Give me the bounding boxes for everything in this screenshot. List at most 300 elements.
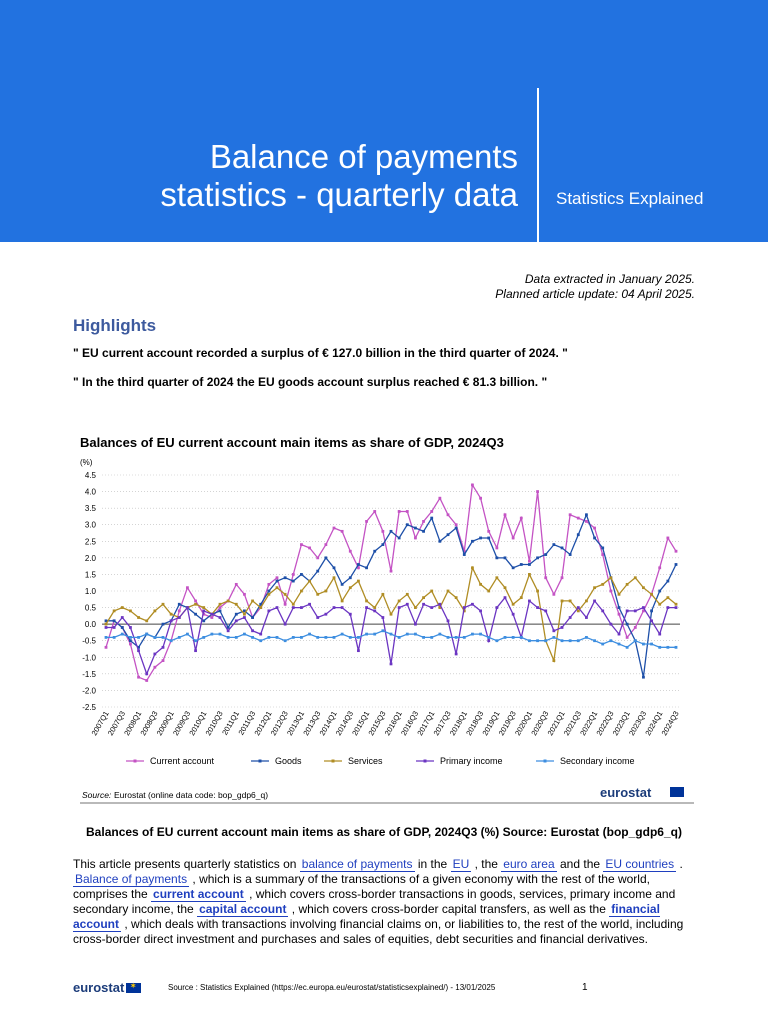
data-point	[276, 636, 279, 639]
data-point	[341, 633, 344, 636]
data-point	[300, 590, 303, 593]
data-point	[536, 606, 539, 609]
data-point	[308, 547, 311, 550]
data-point	[178, 616, 181, 619]
data-point	[512, 537, 515, 540]
y-tick-label: 3.0	[84, 520, 96, 530]
footer-logo: eurostat✶	[73, 980, 141, 995]
data-point	[267, 590, 270, 593]
data-point	[162, 646, 165, 649]
legend-label: Goods	[275, 756, 302, 766]
data-point	[243, 633, 246, 636]
data-point	[324, 590, 327, 593]
data-point	[365, 606, 368, 609]
data-point	[609, 590, 612, 593]
data-point	[186, 633, 189, 636]
x-tick-label: 2018Q1	[447, 709, 470, 738]
data-point	[487, 530, 490, 533]
data-point	[479, 583, 482, 586]
data-point	[561, 639, 564, 642]
y-tick-label: 2.5	[84, 537, 96, 547]
x-tick-label: 2008Q1	[122, 709, 144, 738]
data-point	[113, 636, 116, 639]
data-point	[593, 527, 596, 530]
data-point	[455, 596, 458, 599]
data-point	[186, 606, 189, 609]
x-tick-label: 2014Q1	[317, 709, 339, 738]
x-tick-label: 2018Q3	[464, 709, 486, 738]
data-point	[569, 553, 572, 556]
data-point	[528, 560, 531, 563]
legend-marker	[134, 760, 137, 763]
data-point	[145, 633, 148, 636]
data-point	[292, 603, 295, 606]
data-point	[178, 636, 181, 639]
data-point	[642, 676, 645, 679]
data-point	[430, 590, 433, 593]
data-point	[186, 586, 189, 589]
data-point	[390, 570, 393, 573]
data-point	[650, 609, 653, 612]
y-tick-label: -0.5	[82, 636, 96, 646]
data-point	[569, 616, 572, 619]
data-point	[235, 619, 238, 622]
data-point	[284, 593, 287, 596]
link-capital-account[interactable]: capital account	[199, 902, 287, 916]
data-point	[251, 636, 254, 639]
data-point	[414, 527, 417, 530]
data-point	[349, 636, 352, 639]
data-point	[495, 547, 498, 550]
data-point	[601, 643, 604, 646]
data-point	[349, 613, 352, 616]
data-point	[357, 563, 360, 566]
data-point	[373, 633, 376, 636]
data-point	[210, 616, 213, 619]
data-point	[398, 537, 401, 540]
data-point	[316, 593, 319, 596]
data-point	[422, 596, 425, 599]
data-point	[626, 583, 629, 586]
x-tick-label: 2019Q3	[496, 709, 518, 738]
data-point	[536, 639, 539, 642]
data-point	[658, 566, 661, 569]
data-point	[162, 659, 165, 662]
data-point	[276, 586, 279, 589]
y-tick-label: 4.0	[84, 487, 96, 497]
data-point	[438, 603, 441, 606]
data-point	[520, 636, 523, 639]
data-point	[658, 603, 661, 606]
link-eu-countries[interactable]: EU countries	[605, 857, 675, 871]
eurostat-logo: eurostat	[600, 785, 652, 800]
data-point	[398, 636, 401, 639]
data-point	[251, 600, 254, 603]
data-point	[447, 590, 450, 593]
data-point	[145, 679, 148, 682]
data-point	[593, 639, 596, 642]
data-point	[634, 639, 637, 642]
data-point	[479, 537, 482, 540]
data-point	[447, 619, 450, 622]
x-tick-label: 2022Q1	[578, 709, 600, 738]
data-point	[438, 497, 441, 500]
data-point	[528, 639, 531, 642]
data-point	[512, 603, 515, 606]
data-point	[577, 639, 580, 642]
x-tick-label: 2021Q3	[561, 709, 584, 738]
data-point	[316, 616, 319, 619]
data-point	[341, 606, 344, 609]
source-label: Source:	[82, 790, 112, 800]
data-point	[601, 609, 604, 612]
data-point	[398, 510, 401, 513]
data-point	[284, 639, 287, 642]
data-point	[414, 623, 417, 626]
data-point	[235, 583, 238, 586]
data-point	[455, 527, 458, 530]
x-tick-label: 2020Q3	[529, 709, 551, 738]
data-point	[463, 606, 466, 609]
data-point	[121, 616, 124, 619]
data-point	[593, 586, 596, 589]
data-point	[666, 646, 669, 649]
y-tick-label: 1.5	[84, 570, 96, 580]
data-point	[471, 633, 474, 636]
data-point	[251, 629, 254, 632]
data-point	[121, 626, 124, 629]
data-point	[552, 659, 555, 662]
y-tick-label: -2.5	[82, 703, 96, 712]
data-point	[577, 606, 580, 609]
data-point	[544, 576, 547, 579]
data-point	[145, 619, 148, 622]
data-point	[308, 580, 311, 583]
x-tick-label: 2007Q3	[105, 709, 128, 738]
extraction-info: Data extracted in January 2025. Planned article update: 04 April 2025.	[495, 272, 695, 301]
x-tick-label: 2016Q1	[382, 709, 404, 738]
data-point	[609, 576, 612, 579]
data-point	[202, 636, 205, 639]
data-point	[585, 616, 588, 619]
data-point	[333, 566, 336, 569]
y-tick-label: -2.0	[82, 686, 96, 696]
data-point	[552, 629, 555, 632]
series-line	[106, 515, 676, 677]
data-point	[162, 636, 165, 639]
legend-label: Secondary income	[560, 756, 635, 766]
x-tick-label: 2011Q3	[236, 709, 258, 737]
data-point	[219, 606, 222, 609]
data-point	[414, 537, 417, 540]
x-tick-label: 2007Q1	[89, 709, 111, 738]
data-point	[194, 613, 197, 616]
data-point	[430, 636, 433, 639]
data-point	[569, 639, 572, 642]
data-point	[390, 633, 393, 636]
data-point	[267, 636, 270, 639]
data-point	[276, 606, 279, 609]
data-point	[357, 649, 360, 652]
link-balance-of-payments[interactable]: balance of payments	[301, 857, 413, 871]
data-point	[113, 626, 116, 629]
chart-svg	[76, 432, 696, 804]
data-point	[626, 646, 629, 649]
data-point	[137, 649, 140, 652]
data-point	[219, 616, 222, 619]
y-tick-label: 0.0	[84, 620, 96, 630]
data-point	[585, 513, 588, 516]
data-point	[495, 576, 498, 579]
data-point	[227, 636, 230, 639]
link-balance-of-payments-2[interactable]: Balance of payments	[75, 872, 188, 886]
data-point	[666, 596, 669, 599]
chart-caption: Balances of EU current account main items as share of GDP, 2024Q3 (%) Source: Eurostat (bop_gdp6_q)	[86, 825, 682, 839]
x-tick-label: 2017Q1	[415, 709, 437, 738]
data-point	[642, 643, 645, 646]
data-point	[422, 603, 425, 606]
x-tick-label: 2012Q3	[268, 709, 290, 738]
legend-marker	[424, 760, 427, 763]
data-point	[479, 497, 482, 500]
data-point	[626, 609, 629, 612]
x-tick-label: 2013Q3	[301, 709, 323, 738]
x-tick-label: 2008Q3	[138, 709, 160, 738]
data-point	[162, 603, 165, 606]
data-point	[536, 490, 539, 493]
data-point	[447, 636, 450, 639]
data-point	[137, 616, 140, 619]
x-tick-label: 2010Q3	[203, 709, 225, 738]
x-tick-label: 2020Q1	[513, 709, 535, 738]
x-tick-label: 2009Q1	[154, 709, 176, 738]
data-point	[609, 623, 612, 626]
data-point	[675, 563, 678, 566]
data-point	[495, 606, 498, 609]
x-tick-label: 2013Q1	[285, 709, 307, 738]
data-point	[267, 609, 270, 612]
data-point	[634, 609, 637, 612]
data-point	[455, 636, 458, 639]
data-point	[650, 593, 653, 596]
data-point	[381, 616, 384, 619]
data-point	[666, 580, 669, 583]
data-point	[618, 606, 621, 609]
data-point	[267, 593, 270, 596]
data-point	[593, 600, 596, 603]
data-point	[365, 566, 368, 569]
data-point	[373, 606, 376, 609]
data-point	[324, 543, 327, 546]
data-point	[495, 556, 498, 559]
data-point	[170, 619, 173, 622]
article-text: This article presents quarterly statistics on balance of payments in the EU , the euro area and the EU countries . Balance of payments , which is a summary of the transactions of a given economy with the rest of the world, comprises the current account , which covers cross-border transactions in goods, services, primary income and secondary income, the capital account , which covers cross-border capital transfers, as well as the financial account , which deals with transactions involving financial claims on, or liabilities to, the rest of the world, including cross-border direct investment and purchases and sales of equities, debt securities and financial derivatives.	[73, 857, 684, 946]
data-point	[642, 586, 645, 589]
link-financial-account[interactable]: financial account	[73, 902, 660, 931]
data-point	[438, 633, 441, 636]
series-line	[106, 485, 676, 681]
data-point	[618, 633, 621, 636]
data-point	[406, 523, 409, 526]
data-point	[520, 563, 523, 566]
data-point	[381, 593, 384, 596]
data-point	[512, 636, 515, 639]
page-title: Balance of payments statistics - quarterly data	[160, 138, 518, 213]
data-point	[202, 609, 205, 612]
data-point	[463, 636, 466, 639]
data-point	[259, 633, 262, 636]
y-tick-label: 1.0	[84, 587, 96, 596]
data-point	[105, 646, 108, 649]
data-point	[105, 636, 108, 639]
data-point	[552, 593, 555, 596]
data-point	[618, 613, 621, 616]
data-point	[675, 550, 678, 553]
data-point	[650, 619, 653, 622]
data-point	[609, 639, 612, 642]
data-point	[153, 636, 156, 639]
data-point	[373, 609, 376, 612]
x-tick-label: 2015Q1	[350, 709, 372, 738]
data-point	[601, 583, 604, 586]
data-point	[544, 553, 547, 556]
data-point	[129, 609, 132, 612]
data-point	[504, 556, 507, 559]
data-point	[357, 636, 360, 639]
data-point	[552, 543, 555, 546]
data-point	[178, 603, 181, 606]
x-tick-label: 2011Q1	[220, 709, 242, 737]
data-point	[675, 606, 678, 609]
legend-marker	[332, 760, 335, 763]
data-point	[406, 593, 409, 596]
data-point	[259, 639, 262, 642]
data-point	[333, 576, 336, 579]
data-point	[544, 639, 547, 642]
data-point	[333, 636, 336, 639]
data-point	[422, 530, 425, 533]
data-point	[504, 596, 507, 599]
x-tick-label: 2024Q3	[659, 709, 681, 738]
x-tick-label: 2019Q1	[480, 709, 502, 738]
data-point	[276, 580, 279, 583]
eu-flag-icon	[670, 787, 684, 797]
data-point	[536, 590, 539, 593]
data-point	[381, 543, 384, 546]
data-point	[113, 619, 116, 622]
data-point	[569, 513, 572, 516]
data-point	[504, 586, 507, 589]
data-point	[381, 530, 384, 533]
data-point	[202, 619, 205, 622]
data-point	[536, 556, 539, 559]
data-point	[121, 633, 124, 636]
data-point	[284, 623, 287, 626]
data-point	[129, 643, 132, 646]
data-point	[316, 556, 319, 559]
link-euro-area[interactable]: euro area	[503, 857, 555, 871]
data-point	[300, 543, 303, 546]
data-point	[618, 643, 621, 646]
data-point	[479, 609, 482, 612]
link-current-account[interactable]: current account	[153, 887, 244, 901]
data-point	[471, 540, 474, 543]
data-point	[349, 576, 352, 579]
x-tick-label: 2009Q3	[171, 709, 193, 738]
x-tick-label: 2024Q1	[643, 709, 665, 738]
legend-label: Current account	[150, 756, 215, 766]
x-tick-label: 2012Q1	[252, 709, 274, 738]
data-point	[675, 603, 678, 606]
data-point	[430, 606, 433, 609]
data-point	[219, 633, 222, 636]
x-tick-label: 2021Q1	[545, 709, 567, 738]
legend-marker	[259, 760, 262, 763]
data-point	[390, 663, 393, 666]
data-point	[267, 583, 270, 586]
data-point	[471, 603, 474, 606]
data-point	[390, 530, 393, 533]
link-eu[interactable]: EU	[452, 857, 470, 871]
data-point	[227, 600, 230, 603]
y-tick-label: 2.0	[84, 553, 96, 563]
data-point	[552, 636, 555, 639]
data-point	[219, 609, 222, 612]
eu-flag-icon	[126, 983, 141, 993]
data-point	[324, 636, 327, 639]
data-point	[447, 513, 450, 516]
data-point	[504, 636, 507, 639]
data-point	[658, 633, 661, 636]
data-point	[487, 537, 490, 540]
data-point	[341, 583, 344, 586]
data-point	[634, 576, 637, 579]
y-tick-label: 0.5	[84, 603, 96, 613]
data-point	[145, 672, 148, 675]
data-point	[487, 636, 490, 639]
data-point	[455, 523, 458, 526]
data-point	[194, 639, 197, 642]
data-point	[284, 576, 287, 579]
data-point	[243, 593, 246, 596]
data-point	[585, 600, 588, 603]
data-point	[626, 636, 629, 639]
x-tick-label: 2014Q3	[333, 709, 356, 738]
x-tick-label: 2016Q3	[399, 709, 421, 738]
legend-label: Primary income	[440, 756, 503, 766]
data-point	[365, 600, 368, 603]
x-tick-label: 2023Q1	[610, 709, 632, 738]
data-point	[381, 629, 384, 632]
data-point	[666, 537, 669, 540]
data-point	[406, 633, 409, 636]
data-point	[544, 609, 547, 612]
data-point	[324, 613, 327, 616]
x-tick-label: 2015Q3	[366, 709, 388, 738]
data-point	[341, 530, 344, 533]
data-point	[406, 510, 409, 513]
data-point	[113, 609, 116, 612]
data-point	[658, 590, 661, 593]
footer-source: Source : Statistics Explained (https://ec.europa.eu/eurostat/statisticsexplained/) - 13/01/2025	[168, 983, 496, 992]
data-point	[618, 593, 621, 596]
data-point	[162, 623, 165, 626]
data-point	[194, 649, 197, 652]
data-point	[520, 596, 523, 599]
y-axis-label: (%)	[80, 458, 93, 467]
data-point	[333, 527, 336, 530]
data-point	[626, 623, 629, 626]
